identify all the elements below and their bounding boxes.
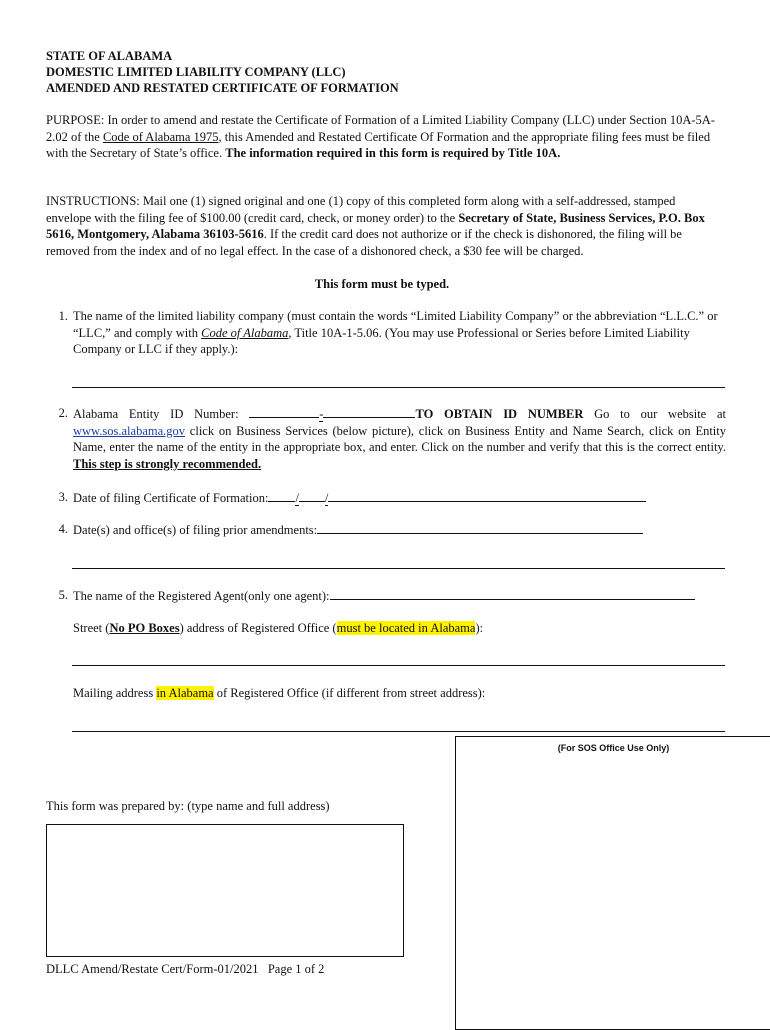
form-header	[46, 48, 399, 96]
header-form-type: DOMESTIC LIMITED LIABILITY COMPANY (LLC)	[46, 65, 346, 79]
purpose-paragraph: PURPOSE: In order to amend and restate the Certificate of Formation of a Limited Liability Company (LLC) under Section 10A-5A-2.02 of the Code of Alabama 1975, this Amended and Restated Certificate Of Formation and the appropriate filing fees must be filed with the Secretary of State’s office. The information required in this form is required by Title 10A.	[46, 113, 715, 160]
office-use-box	[455, 736, 770, 1030]
item-3-filing-date: 3. Date of filing Certificate of Formation: / /	[46, 489, 726, 507]
item-5-registered-agent: 5. The name of the Registered Agent(only one agent):	[46, 587, 726, 605]
mailing-address: Secretary of State, Business Services, P.O. Box 5616, Montgomery, Alabama 36103-5616	[46, 210, 705, 241]
mailing-address-field[interactable]	[72, 731, 725, 732]
sos-website-link[interactable]: www.sos.alabama.gov	[73, 423, 186, 438]
page-footer: DLLC Amend/Restate Cert/Form-01/2021 Page 1 of 2	[46, 962, 325, 976]
alabama-requirement-highlight: must be located in Alabama	[336, 621, 476, 635]
code-reference: Code of Alabama 1975,	[102, 129, 222, 144]
code-reference: Code of Alabama	[201, 325, 289, 340]
filing-date-month-field[interactable]	[268, 489, 295, 502]
llc-name-field[interactable]	[72, 387, 725, 388]
typed-notice: This form must be typed.	[314, 277, 450, 291]
instructions-paragraph: INSTRUCTIONS: Mail one (1) signed original and one (1) copy of this completed form along with a self-addressed, stamped envelope with the filing fee of $100.00 (credit card, check, or money order) to the Secretary of State, Business Services, P.O. Box 5616, Montgomery, Alabama 36103-5616. If the credit card does not authorize or if the check is dishonored, the filing will be removed from the index and of no legal effect. In the case of a dishonored check, a $30 fee will be charged.	[46, 194, 705, 258]
item-4-prior-amendments: 4. Date(s) and office(s) of filing prior amendments:	[46, 521, 726, 539]
entity-id-field-part1[interactable]	[249, 405, 319, 418]
prepared-by-label: This form was prepared by: (type name and full address)	[46, 799, 330, 813]
alabama-highlight: in Alabama	[156, 686, 214, 700]
street-address-label: Street (No PO Boxes) address of Registered Office (must be located in Alabama):	[73, 621, 484, 635]
registered-agent-field[interactable]	[330, 587, 695, 600]
mailing-address-label: Mailing address in Alabama of Registered Office (if different from street address):	[73, 686, 486, 700]
recommendation-note: This step is strongly recommended.	[73, 456, 262, 471]
street-address-field[interactable]	[72, 665, 725, 666]
header-form-title: AMENDED AND RESTATED CERTIFICATE OF FORMATION	[46, 81, 399, 95]
prior-amendments-field-line2[interactable]	[72, 568, 725, 569]
office-use-label: (For SOS Office Use Only)	[557, 743, 670, 753]
item-1-llc-name: 1. The name of the limited liability company (must contain the words “Limited Liability Company” or the abbreviation “L.L.C.” or “LLC,” and comply with Code of Alabama, Title 10A-1-5.06. (You may use Professional or Series before Limited Liability Company or LLC if they apply.):	[58, 309, 718, 356]
filing-date-year-field[interactable]	[328, 489, 646, 502]
header-state: STATE OF ALABAMA	[46, 49, 173, 63]
prior-amendments-field[interactable]	[317, 521, 643, 534]
filing-date-day-field[interactable]	[299, 489, 325, 502]
item-2-entity-id: 2. Alabama Entity ID Number: - TO OBTAIN ID NUMBER Go to our website at www.sos.alabama.gov click on Business Services (below picture), click on Business Entity and Name Search, click on Entity Name, enter the name of the entity in the appropriate box, and enter. Click on the number and verify that this is the correct entity. This step is strongly recommended.	[58, 406, 727, 471]
entity-id-field-part2[interactable]	[323, 405, 415, 418]
prepared-by-field[interactable]	[46, 824, 404, 957]
